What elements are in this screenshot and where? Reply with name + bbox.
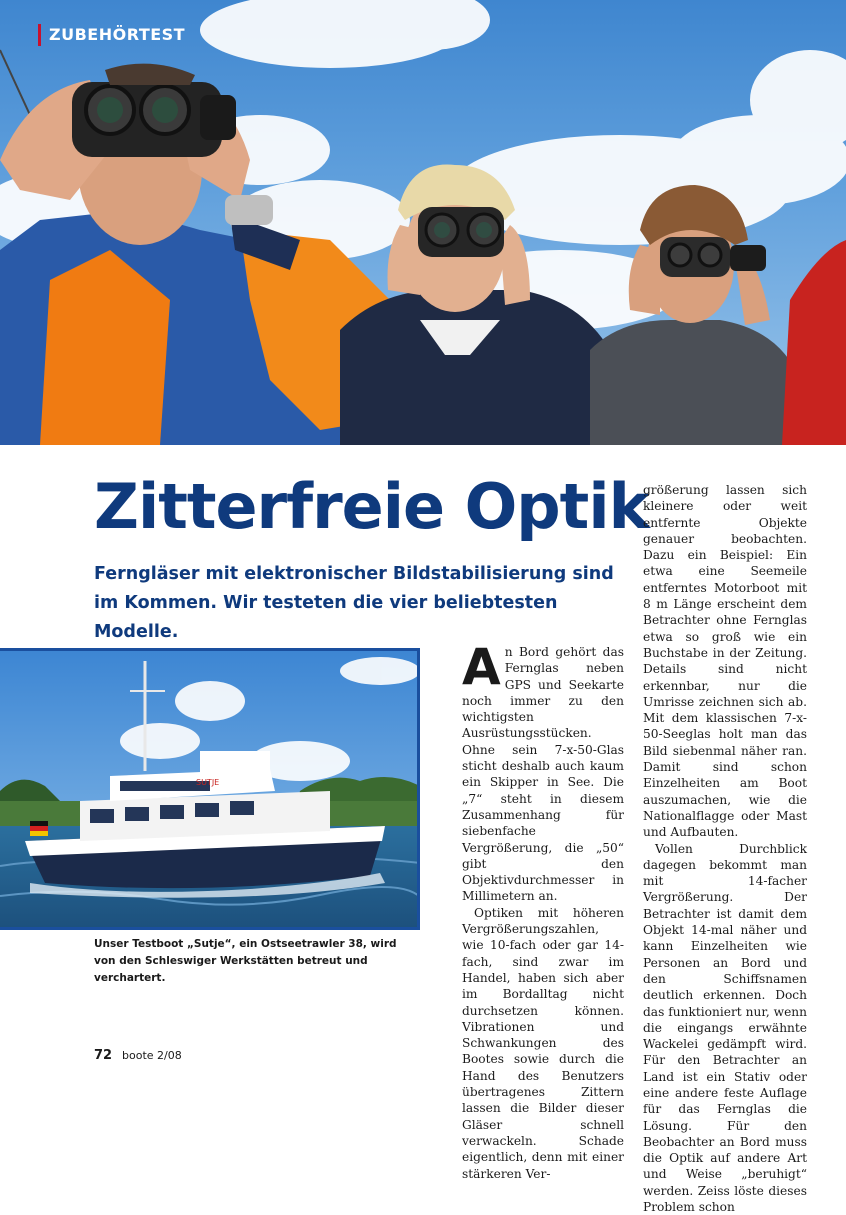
section-label: ZUBEHÖRTEST <box>49 25 186 44</box>
article-title: Zitterfreie Optik <box>94 470 649 543</box>
body-column-1 <box>462 638 624 1182</box>
boat-illustration <box>0 651 420 930</box>
article-subtitle: Ferngläser mit elektronischer Bildstabilisierung sind im Kommen. Wir testeten die vier beliebtesten Modelle. <box>94 564 614 642</box>
hero-photo <box>0 0 846 445</box>
photo-caption: Unser Testboot „Sutje“, ein Ostseetrawler 38, wird von den Schleswiger Werkstätten betreut und verchartert. <box>94 938 397 984</box>
boat-photo <box>0 648 420 930</box>
red-sleeve <box>782 240 846 445</box>
section-tag <box>38 24 185 46</box>
hero-illustration <box>0 0 846 445</box>
page-number: 72 <box>94 1048 113 1063</box>
paragraph: größerung lassen sich kleinere oder weit entfernte Objekte genauer beobachten. Dazu ein Beispiel: Ein etwa eine Seemeile entferntes Motorboot mit 8 m Länge erscheint dem Betrachter ohne Fernglas etwa so groß wie ein Buchstabe in der Zeitung. Details sind nicht erkennbar, nur die Umrisse zeichnen sich ab. Mit dem klassischen 7-x-50-Seeglas holt man das Bild siebenmal näher ran. Damit sind schon Einzelheiten am Boot auszumachen, wie die Nationalflagge oder Mast und Aufbauten. <box>643 483 807 840</box>
boat-name-label: SUTJE <box>196 778 220 787</box>
body-column-2 <box>643 482 807 1215</box>
drop-cap: A <box>462 638 501 696</box>
paragraph: Vollen Durchblick dagegen bekommt man mit 14-facher Vergrößerung. Der Betrachter ist damit dem Objekt 14-mal näher und kann Einzelheiten wie Personen an Bord und den Schiffsnamen deutlich erkennen. Doch das funktioniert nur, wenn die eingangs erwähnte Wackelei gedämpft wird. Für den Betrachter an Land ist ein Stativ oder eine andere feste Auflage für das Fernglas die Lösung. Für den Beobachter an Bord muss die Optik auf andere Art und Weise „beruhigt“ werden. Zeiss löste dieses Problem schon <box>643 841 807 1215</box>
paragraph <box>462 638 624 905</box>
paragraph: Optiken mit höheren Vergrößerungszahlen, wie 10-fach oder gar 14-fach, sind zwar im Handel, haben sich aber im Bordalltag nicht durchsetzen können. Vibrationen und Schwankungen des Bootes sowie durch die Hand des Benutzers übertragenes Zittern lassen die Bilder dieser Gläser schnell verwackeln. Schade eigentlich, denn mit einer stärkeren Ver- <box>462 905 624 1181</box>
issue-label: boote 2/08 <box>122 1049 182 1062</box>
paragraph-text: n Bord gehört das Fernglas neben GPS und Seekarte noch immer zu den wichtigsten Ausrüstungsstücken. Ohne sein 7-x-50-Glas sticht deshalb auch kaum ein Skipper in See. Die „7“ steht in diesem Zusammenhang für siebenfache Vergrößerung, die „50“ gibt den Objektivdurchmesser in Millimetern an. <box>462 645 624 904</box>
